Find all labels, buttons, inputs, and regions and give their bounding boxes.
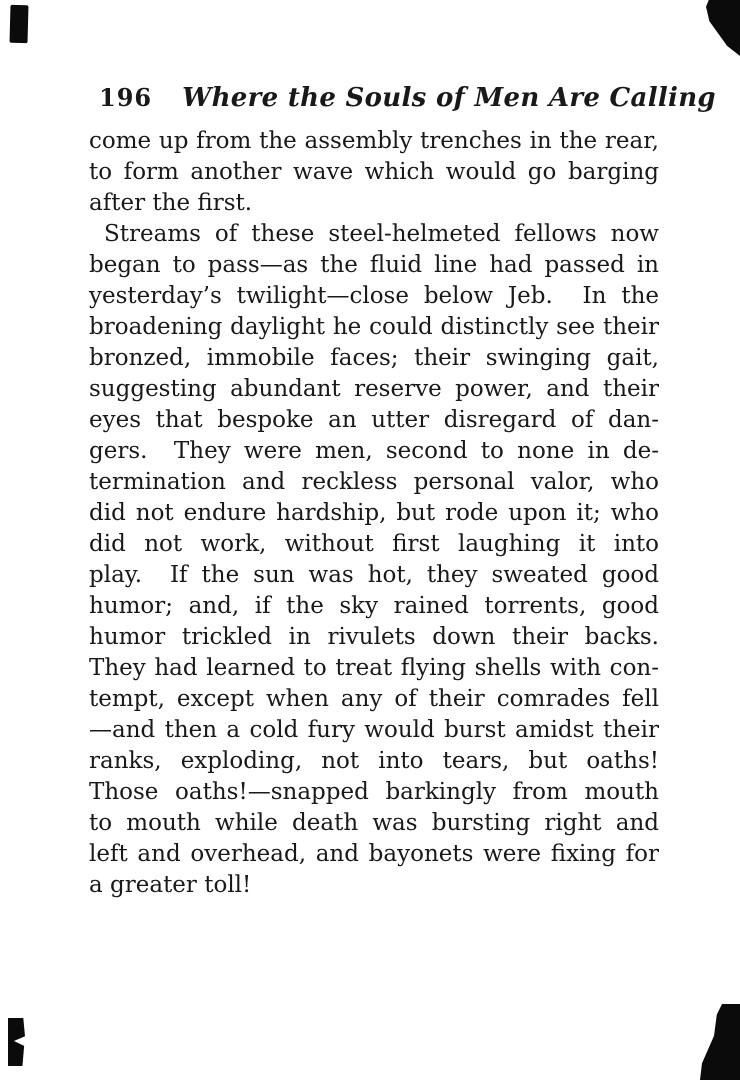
text-line: did not work, without first laughing it into <box>89 531 659 557</box>
text-line: ranks, exploding, not into tears, but oaths! <box>89 748 659 774</box>
text-line: termination and reckless personal valor, who <box>89 469 659 495</box>
text-line: did not endure hardship, but rode upon it; who <box>89 500 659 526</box>
text-line: broadening daylight he could distinctly see their <box>89 314 659 340</box>
text-line: They had learned to treat flying shells with con- <box>89 655 659 681</box>
text-line: suggesting abundant reserve power, and their <box>89 376 659 402</box>
scan-artifact-top-left <box>10 5 29 43</box>
text-line: to mouth while death was bursting right and <box>89 810 659 836</box>
scan-artifact-bottom-left <box>8 1018 25 1066</box>
text-line: to form another wave which would go barging <box>89 159 659 185</box>
page-body <box>89 126 659 901</box>
text-line: play. If the sun was hot, they sweated good <box>89 562 659 588</box>
text-line: bronzed, immobile faces; their swinging gait, <box>89 345 659 371</box>
text-line: gers. They were men, second to none in de- <box>89 438 659 464</box>
text-line: after the first. <box>89 190 253 216</box>
running-head <box>99 83 716 113</box>
text-line: come up from the assembly trenches in the rear, <box>89 128 659 154</box>
text-line: yesterday’s twilight—close below Jeb. In the <box>89 283 659 309</box>
page-number: 196 <box>99 83 153 112</box>
scan-artifact-top-right <box>706 0 740 56</box>
running-title: Where the Souls of Men Are Calling <box>182 83 716 113</box>
text-line: eyes that bespoke an utter disregard of dan- <box>89 407 659 433</box>
text-line: Those oaths!—snapped barkingly from mouth <box>89 779 659 805</box>
text-line: humor trickled in rivulets down their backs. <box>89 624 659 650</box>
scan-artifact-bottom-right <box>700 1004 740 1080</box>
text-line: left and overhead, and bayonets were fixing for <box>89 841 659 867</box>
text-line: —and then a cold fury would burst amidst their <box>89 717 659 743</box>
text-line: began to pass—as the fluid line had passed in <box>89 252 659 278</box>
text-line: tempt, except when any of their comrades fell <box>89 686 659 712</box>
text-line: Streams of these steel-helmeted fellows now <box>104 221 659 247</box>
text-line: a greater toll! <box>89 872 252 898</box>
text-line: humor; and, if the sky rained torrents, good <box>89 593 659 619</box>
